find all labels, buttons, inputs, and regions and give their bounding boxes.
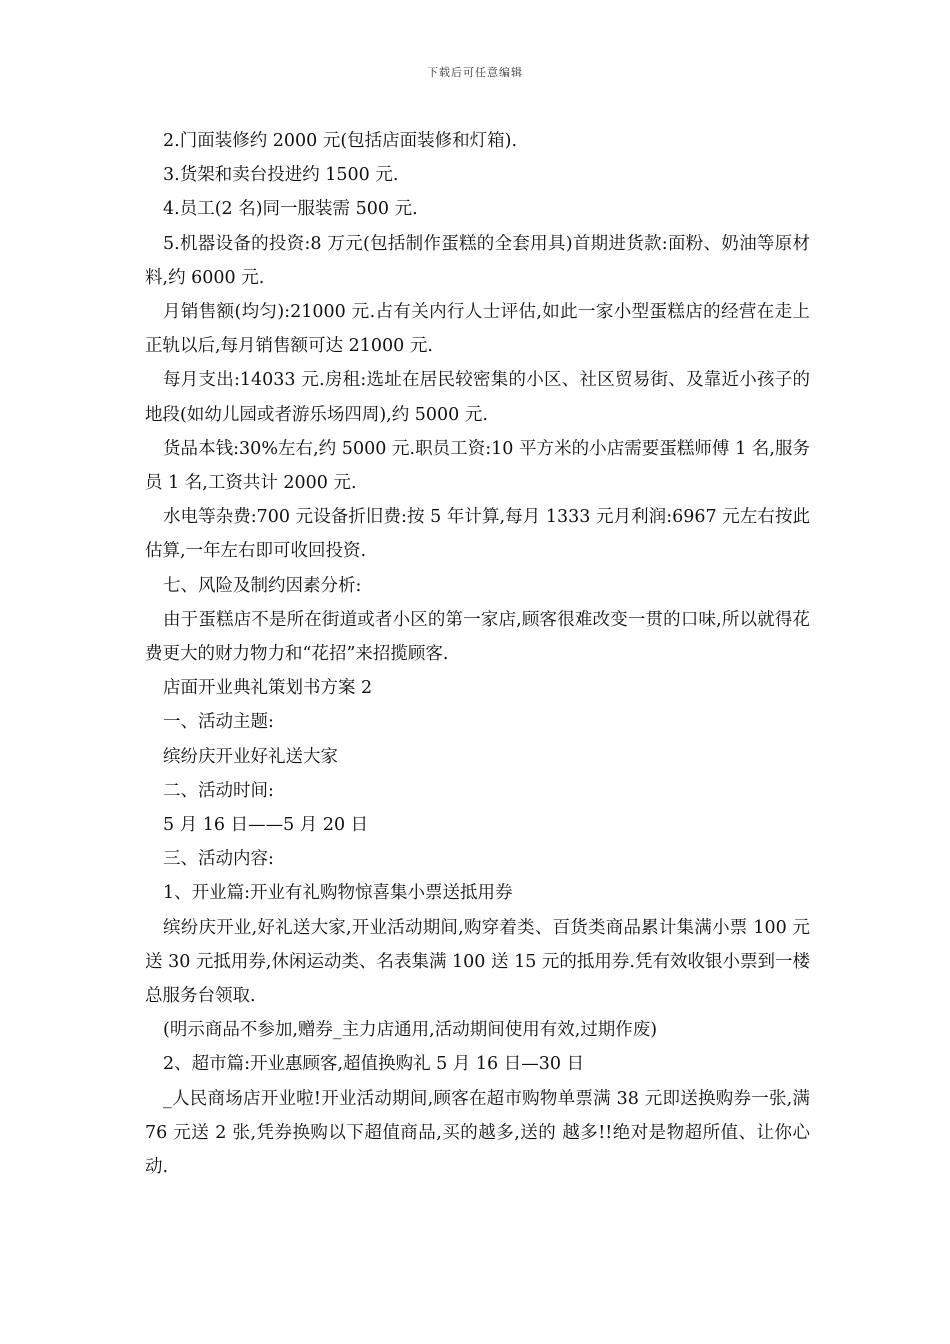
paragraph-activity-theme: 缤纷庆开业好礼送大家 bbox=[163, 746, 338, 767]
heading-supermarket-section: 2、超市篇:开业惠顾客,超值换购礼 5 月 16 日—30 日 bbox=[163, 1054, 585, 1075]
page-header: 下载后可任意编辑 bbox=[427, 66, 523, 79]
paragraph-supermarket-offer: _人民商场店开业啦!开业活动期间,顾客在超市购物单票满 38 元即送换购券一张,满 76 元送 2 张,凭券换购以下超值商品,买的越多,送的 越多!!绝对是物超所值、让你心动. bbox=[145, 1088, 816, 1178]
paragraph-activity-time: 5 月 16 日——5 月 20 日 bbox=[163, 815, 369, 836]
paragraph-risk: 由于蛋糕店不是所在街道或者小区的第一家店,顾客很难改变一贯的口味,所以就得花费更大的财力物力和“花招”来招揽顾客. bbox=[145, 609, 810, 665]
paragraph-exclusions: (明示商品不参加,赠券_主力店通用,活动期间使用有效,过期作废) bbox=[163, 1020, 658, 1041]
paragraph-shelves: 3.货架和卖台投进约 1500 元. bbox=[163, 165, 399, 186]
document-body bbox=[145, 124, 816, 1184]
heading-activity-time: 二、活动时间: bbox=[163, 780, 274, 801]
paragraph-uniforms: 4.员工(2 名)同一服装需 500 元. bbox=[163, 199, 418, 220]
paragraph-storefront-renovation: 2.门面装修约 2000 元(包括店面装修和灯箱). bbox=[163, 131, 518, 151]
paragraph-utilities: 水电等杂费:700 元设备折旧费:按 5 年计算,每月 1333 元月利润:6967 元左右按此估算,一年左右即可收回投资. bbox=[145, 507, 810, 562]
paragraph-monthly-expenses: 每月支出:14033 元.房租:选址在居民较密集的小区、社区贸易街、及靠近小孩子的地段(如幼儿园或者游乐场四周),约 5000 元. bbox=[145, 370, 810, 425]
heading-plan-2: 店面开业典礼策划书方案 2 bbox=[163, 678, 373, 699]
heading-activity-theme: 一、活动主题: bbox=[163, 712, 274, 733]
paragraph-opening-offer: 缤纷庆开业,好礼送大家,开业活动期间,购穿着类、百货类商品累计集满小票 100 元送 30 元抵用券,休闲运动类、名表集满 100 送 15 元的抵用券.凭有效收银小票到一楼总服务台领取. bbox=[145, 917, 810, 1007]
heading-risk-analysis: 七、风险及制约因素分析: bbox=[163, 575, 362, 596]
paragraph-equipment: 5.机器设备的投资:8 万元(包括制作蛋糕的全套用具)首期进货款:面粉、奶油等原材料,约 6000 元. bbox=[145, 233, 810, 288]
paragraph-goods-cost: 货品本钱:30%左右,约 5000 元.职员工资:10 平方米的小店需要蛋糕师傅 1 名,服务员 1 名,工资共计 2000 元. bbox=[145, 438, 810, 494]
heading-activity-content: 三、活动内容: bbox=[163, 849, 274, 870]
paragraph-monthly-sales: 月销售额(均匀):21000 元.占有关内行人士评估,如此一家小型蛋糕店的经营在走上正轨以后,每月销售额可达 21000 元. bbox=[145, 302, 810, 357]
heading-opening-section: 1、开业篇:开业有礼购物惊喜集小票送抵用券 bbox=[163, 883, 513, 904]
